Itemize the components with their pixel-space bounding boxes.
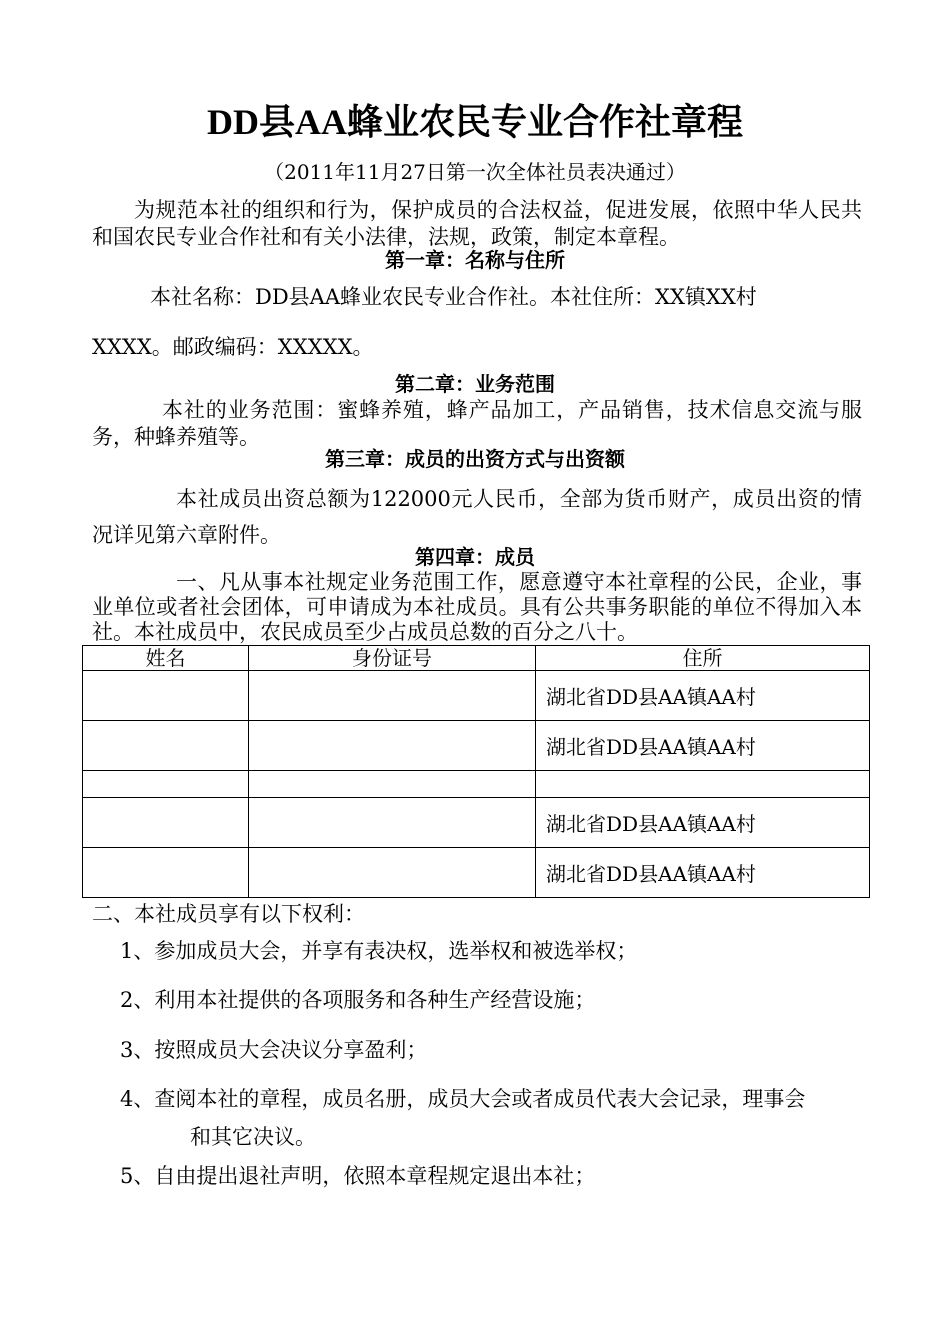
chapter2-heading: 第二章：业务范围 [395, 372, 555, 396]
cell-name [83, 848, 249, 898]
chapter2-paragraph: 本社的业务范围：蜜蜂养殖，蜂产品加工，产品销售，技术信息交流与服务，种蜂养殖等。 [92, 398, 862, 449]
table-row [83, 721, 870, 771]
rights-item-5: 5、自由提出退社声明，依照本章程规定退出本社； [120, 1164, 596, 1188]
cell-id-number [249, 771, 536, 798]
chapter1-name-line: 本社名称：DD县AA蜂业农民专业合作社。本社住所：XX镇XX村 [150, 285, 757, 309]
cell-id-number [249, 721, 536, 771]
table-row [83, 848, 870, 898]
cell-id-number [249, 848, 536, 898]
cell-address: 湖北省DD县AA镇AA村 [536, 848, 870, 898]
cell-address: 湖北省DD县AA镇AA村 [536, 798, 870, 848]
rights-item-1: 1、参加成员大会，并享有表决权，选举权和被选举权； [120, 939, 638, 963]
cell-name [83, 671, 249, 721]
header-id-number: 身份证号 [249, 646, 536, 671]
table-row [83, 798, 870, 848]
rights-item-3: 3、按照成员大会决议分享盈利； [120, 1038, 428, 1062]
table-row [83, 671, 870, 721]
cell-id-number [249, 798, 536, 848]
table-header-row [83, 646, 870, 671]
chapter4-heading: 第四章：成员 [415, 545, 535, 569]
cell-address [536, 771, 870, 798]
chapter1-heading: 第一章：名称与住所 [385, 248, 565, 272]
cell-address: 湖北省DD县AA镇AA村 [536, 721, 870, 771]
cell-address: 湖北省DD县AA镇AA村 [536, 671, 870, 721]
header-address: 住所 [536, 646, 870, 671]
document-title: DD县AA蜂业农民专业合作社章程 [207, 102, 743, 142]
rights-item-2: 2、利用本社提供的各项服务和各种生产经营设施； [120, 988, 596, 1012]
document-subtitle: （2011年11月27日第一次全体社员表决通过） [264, 160, 686, 184]
cell-name [83, 798, 249, 848]
preamble-paragraph: 为规范本社的组织和行为，保护成员的合法权益，促进发展，依照中华人民共和国农民专业合作社和有关小法律，法规，政策，制定本章程。 [92, 198, 862, 249]
table-row [83, 771, 870, 798]
members-table [82, 645, 870, 898]
chapter3-heading: 第三章：成员的出资方式与出资额 [325, 447, 625, 471]
rights-item-4: 4、查阅本社的章程，成员名册，成员大会或者成员代表大会记录，理事会 [120, 1087, 806, 1111]
cell-name [83, 771, 249, 798]
chapter4-paragraph: 一、凡从事本社规定业务范围工作，愿意遵守本社章程的公民，企业，事业单位或者社会团体，可申请成为本社成员。具有公共事务职能的单位不得加入本社。本社成员中，农民成员至少占成员总数的百分之八十。 [92, 570, 862, 644]
cell-id-number [249, 671, 536, 721]
rights-heading: 二、本社成员享有以下权利： [92, 902, 365, 926]
chapter3-paragraph: 本社成员出资总额为122000元人民币，全部为货币财产，成员出资的情况详见第六章附件。 [92, 487, 862, 547]
chapter1-postcode-line: XXXX。邮政编码：XXXXX。 [92, 335, 374, 359]
cell-name [83, 721, 249, 771]
header-name: 姓名 [83, 646, 249, 671]
rights-item-4-continued: 和其它决议。 [190, 1125, 316, 1149]
